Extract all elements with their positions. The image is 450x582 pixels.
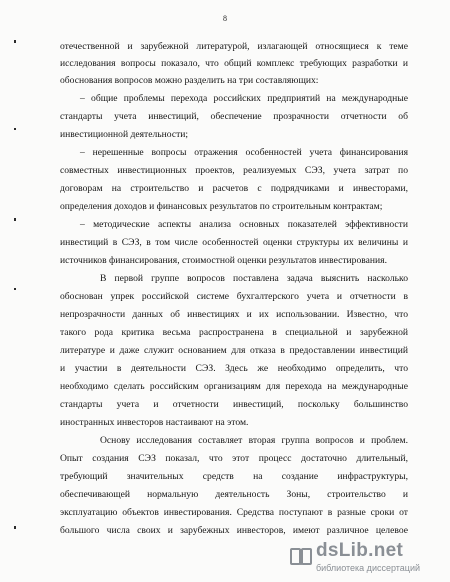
text-line: такого рода критика весьма распространена в специальной и зарубежной: [60, 327, 408, 338]
text-line: необходимо сделать российским организациям для перехода на международные: [60, 381, 408, 392]
scan-artifact: [14, 288, 16, 290]
text-line: – общие проблемы перехода российских предприятий на международные: [80, 93, 408, 104]
scan-artifact: [14, 40, 16, 43]
text-line: эксплуатацию объектов инвестирования. Средства поступают в разные сроки от: [60, 507, 408, 518]
text-line: обоснования вопросов можно разделить на три составляющих:: [60, 75, 319, 86]
text-line: договорам на строительство и расчетов с подрядчиками и инвесторами,: [60, 183, 408, 194]
text-line: обоснован упрек российской системе бухгалтерского учета и отчетности в: [60, 291, 408, 302]
text-line: совместных инвестиционных проектов, реализуемых СЭЗ, учета затрат по: [60, 165, 408, 176]
watermark: [290, 540, 440, 576]
scan-artifact: [14, 218, 16, 221]
text-line: исследования вопросы показало, что общий комплекс требующих разработки и: [60, 58, 408, 69]
text-line: большого числа своих и зарубежных инвесторов, имеют различное целевое: [60, 525, 408, 536]
text-line: и участии в деятельности СЭЗ. Здесь же необходимо определить, что: [60, 363, 408, 374]
book-icon: [290, 546, 312, 568]
watermark-brand: dsLib.net: [316, 540, 404, 561]
watermark-subtitle: библиотека диссертаций: [316, 563, 421, 573]
text-line: инвестиционной деятельности;: [60, 129, 189, 140]
text-line: источников финансирования, стоимостной оценки результатов инвестирования.: [60, 255, 387, 266]
text-line: определения доходов и финансовых результатов по строительным контрактам;: [60, 201, 383, 212]
text-line: – методические аспекты анализа основных показателей эффективности: [80, 219, 408, 230]
text-line: стандарты учета инвестиций, обеспечение прозрачности отчетности об: [60, 111, 408, 122]
scan-artifact: [14, 128, 16, 130]
text-line: Опыт создания СЭЗ показал, что этот процесс достаточно длительный,: [60, 453, 408, 464]
text-line: обеспечивающей нормальную деятельность Зоны, строительство и: [60, 489, 408, 500]
text-line: Основу исследования составляет вторая группа вопросов и проблем.: [100, 435, 408, 446]
text-line: литературе и даже служит основанием для отказа в предоставлении инвестиций: [60, 345, 408, 356]
text-line: отечественной и зарубежной литературой, излагающей относящиеся к теме: [60, 41, 408, 52]
text-line: В первой группе вопросов поставлена задача выяснить насколько: [100, 273, 408, 284]
text-line: непрозрачности данных об инвестициях и их использовании. Известно, что: [60, 309, 408, 320]
text-line: инвестиций в СЭЗ, в том числе особенностей оценки структуры их величины и: [60, 237, 408, 248]
text-line: иностранных инвесторов настаивают на этом.: [60, 417, 249, 428]
text-line: требующий значительных средств на создание инфраструктуры,: [60, 471, 408, 482]
scan-artifact: [14, 526, 16, 529]
text-line: стандарты учета и отчетности инвестиций, поскольку большинство: [60, 399, 408, 410]
text-line: – нерешенные вопросы отражения особенностей учета финансирования: [80, 147, 408, 158]
page-number: 8: [223, 14, 227, 23]
